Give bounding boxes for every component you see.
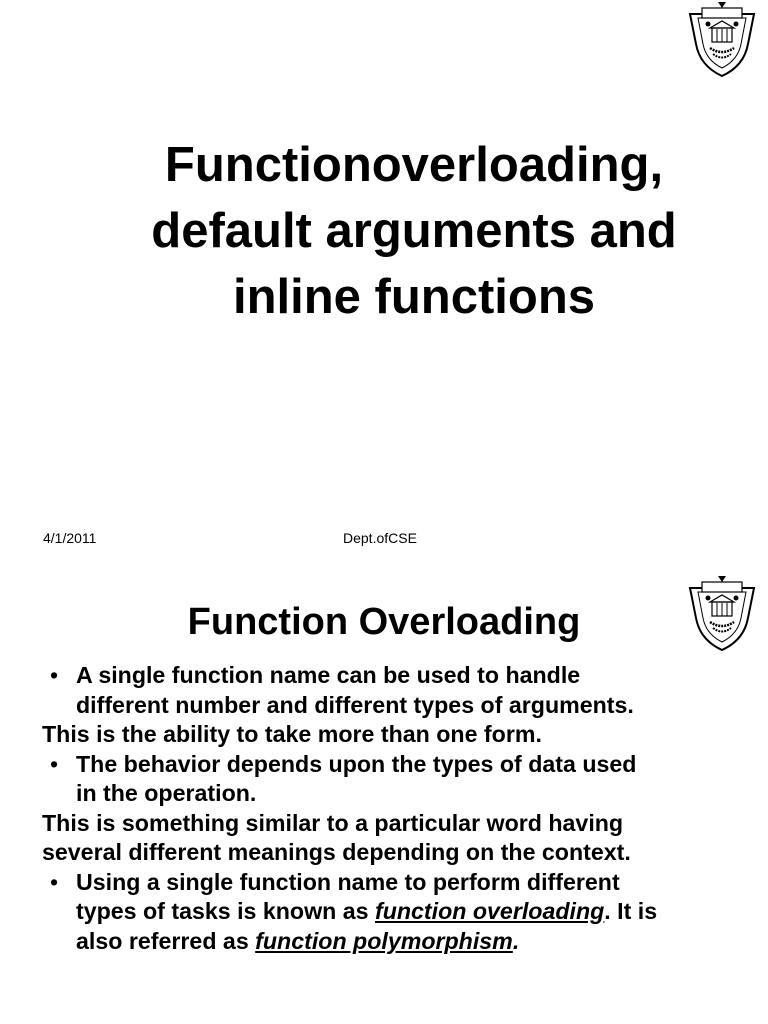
title-line: default arguments and: [151, 204, 677, 258]
slide-title: [60, 132, 768, 330]
bullet-item: • The behavior depends upon the types of data used in the operation.: [50, 750, 637, 806]
term-function-overloading: function overloading: [374, 898, 605, 924]
title-line: inline functions: [232, 270, 596, 324]
slide-title: Function Overloading: [187, 601, 581, 643]
bullet-icon: •: [50, 868, 59, 895]
footer-date: 4/1/2011: [43, 530, 97, 546]
content-slide: [0, 512, 768, 1024]
bullet-item: • A single function name can be used to handle different number and different types of arguments.: [50, 662, 634, 718]
bullet-icon: •: [50, 750, 59, 777]
title-line: Functionoverloading,: [164, 138, 664, 192]
footer-dept: Dept.ofCSE: [343, 530, 417, 546]
plain-text-line: several different meanings depending on the context.: [42, 839, 631, 865]
plain-text-line: This is the ability to take more than one form.: [42, 721, 542, 747]
institute-crest-icon: [686, 0, 758, 80]
slide-body: [42, 661, 757, 956]
bullet-item: • Using a single function name to perform different types of tasks is known as function overloading. It is also referred as function polymorphism.: [50, 868, 658, 954]
plain-text-line: This is something similar to a particular word having: [42, 809, 624, 836]
term-function-polymorphism: function polymorphism: [255, 927, 513, 954]
bullet-icon: •: [50, 662, 59, 688]
